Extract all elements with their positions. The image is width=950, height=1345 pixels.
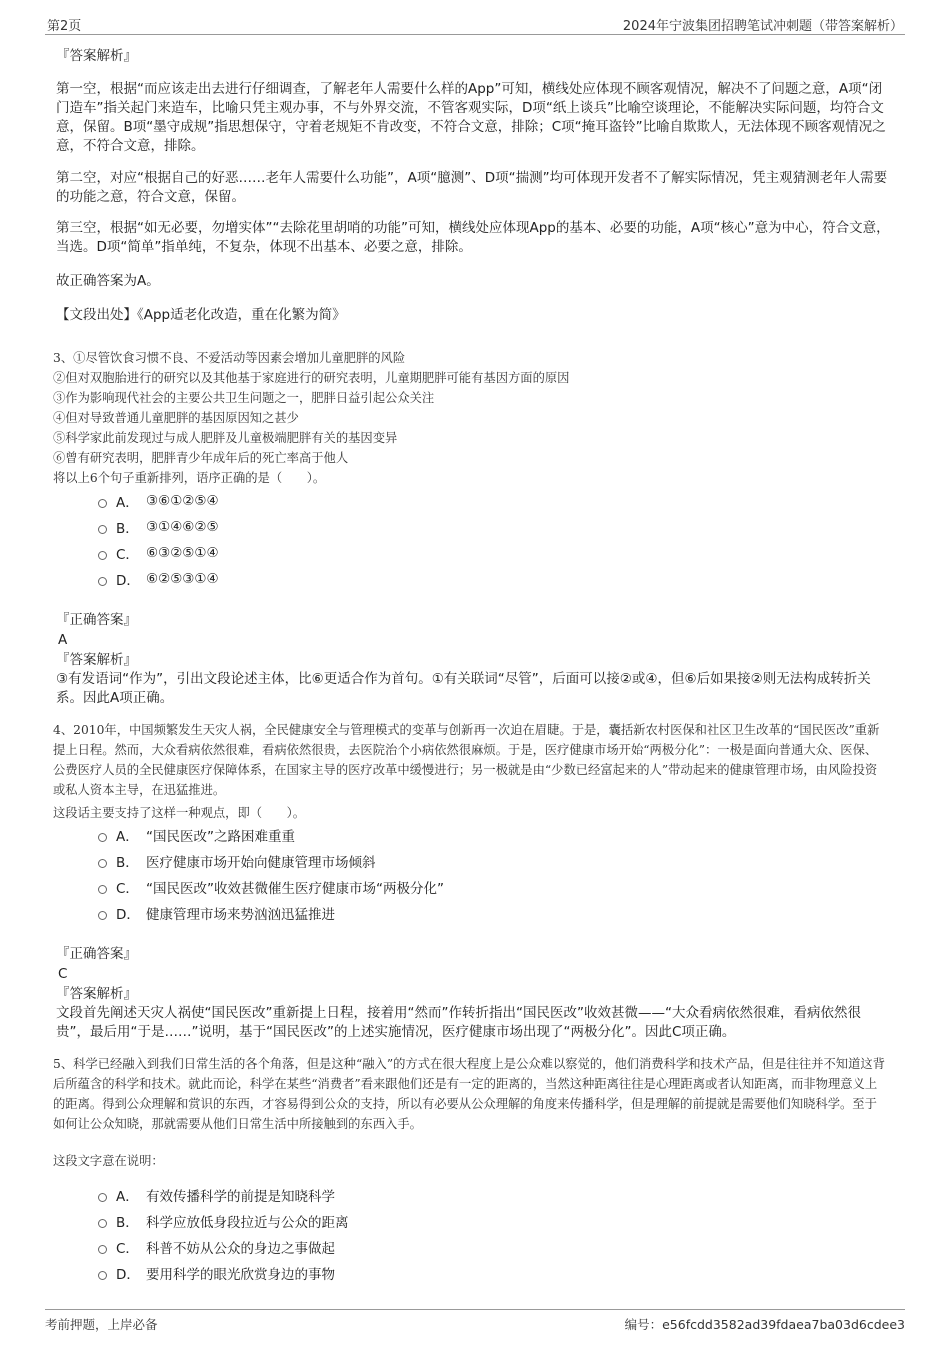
radio-button-icon[interactable]: [98, 1245, 107, 1254]
q4-option-a[interactable]: [98, 824, 295, 846]
radio-button-icon[interactable]: [98, 911, 107, 920]
q2-source: 【文段出处】《App适老化改造，重在化繁为简》: [56, 307, 346, 323]
q4-option-b[interactable]: [98, 850, 376, 872]
q4-question: 这段话主要支持了这样一种观点，即（ ）。: [53, 806, 306, 820]
q3-option-a[interactable]: [98, 490, 219, 512]
q2-conclusion: 故正确答案为A。: [56, 273, 160, 289]
option-text: “国民医改”收效甚微催生医疗健康市场“两极分化”: [146, 881, 444, 897]
q4-option-d[interactable]: [98, 902, 335, 924]
q3-line: 将以上6个句子重新排列，语序正确的是（ ）。: [53, 471, 326, 485]
q3-analysis-label: 『答案解析』: [56, 652, 137, 668]
document-title: 2024年宁波集团招聘笔试冲刺题（带答案解析）: [622, 19, 903, 34]
option-text: ⑥③②⑤①④: [146, 545, 219, 561]
page-number: 第2页: [47, 19, 82, 34]
q3-line: 3、①尽管饮食习惯不良、不爱活动等因素会增加儿童肥胖的风险: [53, 351, 406, 365]
radio-button-icon[interactable]: [98, 499, 107, 508]
q2-analysis-label: 『答案解析』: [56, 48, 137, 64]
radio-button-icon[interactable]: [98, 1271, 107, 1280]
option-text: “国民医改”之路困难重重: [146, 829, 295, 845]
q4-stem: 4、2010年，中国频繁发生天灾人祸，全民健康安全与管理模式的变革与创新再一次迫在眉睫。于是，囊括新农村医保和社区卫生改革的“国民医改”重新提上日程。然而，大众看病依然很难，看病依然很贵，去医院治个小病依然很麻烦。于是，医疗健康市场开始“两极分化”：一极是面向普通大众、医保、公费医疗人员的全民健康医疗保障体系，在国家主导的医疗改革中缓慢进行；另一极就是由“少数已经富起来的人”带动起来的健康管理市场，由风险投资或私人资本主导，在迅猛推进。: [53, 723, 880, 797]
q3-line: ④但对导致普通儿童肥胖的基因原因知之甚少: [53, 411, 299, 425]
option-label: C．: [116, 1241, 139, 1257]
option-label: B．: [116, 1215, 139, 1231]
option-label: A．: [116, 495, 139, 511]
option-label: D．: [116, 907, 140, 923]
q4-answer: C: [58, 966, 68, 982]
option-label: C．: [116, 547, 139, 563]
radio-button-icon[interactable]: [98, 551, 107, 560]
q3-answer-label: 『正确答案』: [56, 612, 137, 628]
radio-button-icon[interactable]: [98, 525, 107, 534]
option-text: 医疗健康市场开始向健康管理市场倾斜: [146, 855, 376, 871]
q2-analysis-para2: 第二空，对应“根据自己的好恶……老年人需要什么功能”，A项“臆测”、D项“揣测”均可体现开发者不了解实际情况，凭主观猜测老年人需要的功能之意，符合文意，保留。: [56, 170, 888, 205]
option-text: 健康管理市场来势汹汹迅猛推进: [146, 907, 335, 923]
option-label: D．: [116, 1267, 140, 1283]
option-label: C．: [116, 881, 139, 897]
option-text: ⑥②⑤③①④: [146, 571, 219, 587]
radio-button-icon[interactable]: [98, 1219, 107, 1228]
q5-option-d[interactable]: [98, 1262, 335, 1284]
q2-analysis-para1: 第一空，根据“而应该走出去进行仔细调查，了解老年人需要什么样的App”可知，横线处应体现不顾客观情况，解决不了问题之意，A项“闭门造车”指关起门来造车，比喻只凭主观办事，不与外界交流，不管客观实际，D项“纸上谈兵”比喻空谈理论，不能解决实际问题，均符合文意，保留。B项“墨守成规”指思想保守，守着老规矩不肯改变，不符合文意，排除；C项“掩耳盗铃”比喻自欺欺人，无法体现不顾客观情况之意，不符合文意，排除。: [56, 81, 886, 154]
q3-option-d[interactable]: [98, 568, 219, 590]
q4-analysis-label: 『答案解析』: [56, 986, 137, 1002]
option-text: 要用科学的眼光欣赏身边的事物: [146, 1267, 335, 1283]
document-id: 编号：e56fcdd3582ad39fdaea7ba03d6cdee3: [624, 1317, 905, 1332]
option-text: 科普不妨从公众的身边之事做起: [146, 1241, 335, 1257]
option-label: A．: [116, 1189, 139, 1205]
page-header: [45, 12, 905, 35]
option-text: ③①④⑥②⑤: [146, 519, 219, 535]
option-label: B．: [116, 855, 139, 871]
q3-line: ③作为影响现代社会的主要公共卫生问题之一，肥胖日益引起公众关注: [53, 391, 435, 405]
q3-analysis: ③有发语词“作为”，引出文段论述主体，比⑥更适合作为首句。①有关联词“尽管”，后面可以接②或④，但⑥后如果接②则无法构成转折关系。因此A项正确。: [56, 671, 871, 706]
option-text: ③⑥①②⑤④: [146, 493, 219, 509]
q3-option-c[interactable]: [98, 542, 219, 564]
q3-line: ②但对双胞胎进行的研究以及其他基于家庭进行的研究表明，儿童期肥胖可能有基因方面的原因: [53, 371, 570, 385]
q5-stem: 5、科学已经融入到我们日常生活的各个角落，但是这种“融入”的方式在很大程度上是公众难以察觉的，他们消费科学和技术产品，但是往往并不知道这背后所蕴含的科学和技术。就此而论，科学在某些“消费者”看来跟他们还是有一定的距离的，当然这种距离往往是心理距离或者认知距离，而非物理意义上的距离。得到公众理解和赏识的东西，才容易得到公众的支持，所以有必要从公众理解的角度来传播科学，但是理解的前提就是需要他们知晓科学。至于如何让公众知晓，那就需要从他们日常生活中所接触到的东西入手。: [53, 1057, 885, 1131]
q3-answer: A: [58, 632, 68, 648]
radio-button-icon[interactable]: [98, 833, 107, 842]
q5-option-b[interactable]: [98, 1210, 349, 1232]
radio-button-icon[interactable]: [98, 885, 107, 894]
option-label: D．: [116, 573, 140, 589]
option-label: B．: [116, 521, 139, 537]
q3-line: ⑥曾有研究表明，肥胖青少年成年后的死亡率高于他人: [53, 451, 349, 465]
page-footer: [45, 1309, 905, 1334]
q2-analysis-para3: 第三空，根据“如无必要，勿增实体”“去除花里胡哨的功能”可知，横线处应体现App的基本、必要的功能，A项“核心”意为中心，符合文意，当选。D项“简单”指单纯，不复杂，体现不出基本、必要之意，排除。: [56, 220, 890, 255]
q3-option-b[interactable]: [98, 516, 219, 538]
footer-slogan: 考前押题，上岸必备: [45, 1317, 158, 1332]
option-text: 科学应放低身段拉近与公众的距离: [146, 1215, 349, 1231]
radio-button-icon[interactable]: [98, 1193, 107, 1202]
radio-button-icon[interactable]: [98, 859, 107, 868]
q3-line: ⑤科学家此前发现过与成人肥胖及儿童极端肥胖有关的基因变异: [53, 431, 398, 445]
q4-option-c[interactable]: [98, 876, 444, 898]
q4-analysis: 文段首先阐述天灾人祸使“国民医改”重新提上日程，接着用“然而”作转折指出“国民医改”收效甚微——“大众看病依然很难，看病依然很贵”，最后用“于是……”说明，基于“国民医改”的上述实施情况，医疗健康市场出现了“两极分化”。因此C项正确。: [56, 1005, 861, 1040]
option-text: 有效传播科学的前提是知晓科学: [146, 1189, 335, 1205]
q3-question: [53, 348, 889, 488]
q5-question: 这段文字意在说明：: [53, 1154, 164, 1168]
q4-answer-label: 『正确答案』: [56, 946, 137, 962]
radio-button-icon[interactable]: [98, 577, 107, 586]
option-label: A．: [116, 829, 139, 845]
q5-option-a[interactable]: [98, 1184, 335, 1206]
q5-option-c[interactable]: [98, 1236, 335, 1258]
